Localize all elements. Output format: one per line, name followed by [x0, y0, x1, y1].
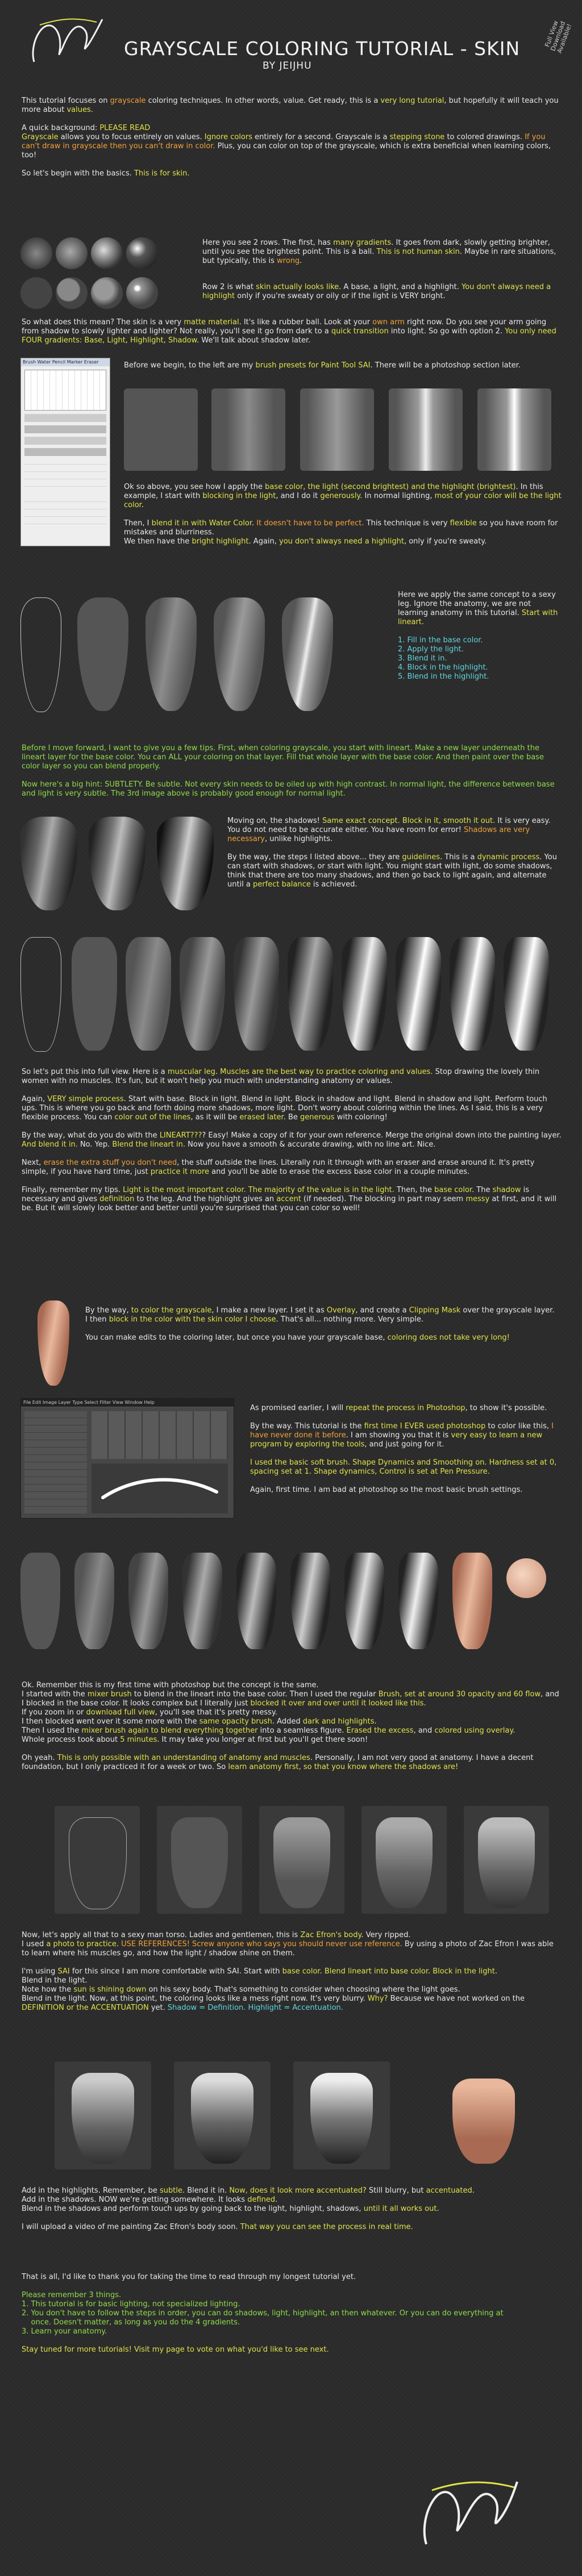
photoshop-intro-text: As promised earlier, I will repeat the process in Photoshop, to show it's possible. [250, 1404, 547, 1412]
color-edit-text: You can make edits to the coloring later, but once you have your grayscale base, coloring does not take very long! [85, 1333, 510, 1342]
fullview-process-text: Again, VERY simple process. Start with base. Block in light. Blend in light. Block in shadow and light. Blend in shadow and light. Perform touch ups. This is where you go back and forth doing more shadows, more light. Don't worry about coloring within the lines. As I said, this is a very flexible process. You can color out of the lines, as it will be erased later. Be generous with coloring! [22, 1095, 547, 1122]
photoshop-basic-brush-text: Again, first time. I am bad at photoshop so the most basic brush settings. [250, 1486, 523, 1494]
shadow-figures [20, 817, 214, 913]
color-overlay-text: By the way, to color the grayscale, I make a new layer. I set it as Overlay, and create a Clipping Mask over the grayscale layer. I then block in the color with the skin color I choose. That's all... nothing more. Very simple. [85, 1306, 555, 1324]
grayscale-paragraph: Grayscale allows you to focus entirely on values. Ignore colors entirely for a second. Grayscale is a stepping stone to colored drawings. If you can't draw in grayscale then you can't draw in color. Plus, you can color on top of the grayscale, which is extra beneficial when learning colors, too! [22, 133, 551, 160]
leg-step: 3. Blend it in. [398, 654, 447, 663]
meaning-paragraph: So what does this mean? The skin is a very matte material. It's like a rubber ball. Look at your own arm right now. Do you see your arm going from shadow to slowly lighter and lighter? Not really, you'll see it go from dark to a quick transition into light. So go with option 2. You only need FOUR gradients: Base, Light, Highlight, Shadow. We'll talk about shadow later. [22, 318, 556, 345]
list-item: 2. You don't have to follow the steps in order, you can do shadows, light, highlight, an then whatever. Or you can do everything at [22, 2309, 504, 2318]
remember-blocked-text: I then blocked went over it some more with the same opacity brush. Added dark and highlights. [22, 1717, 377, 1726]
sai-panel-header: Brush Water Pencil Marker Eraser [21, 358, 110, 366]
gradient-ball-row [20, 237, 191, 271]
torso-blurry-text: Blend in the light. Now, at this point, the coloring looks like a mess right now. It's very blurry. Why? Because we have not worked on the DEFINITION or the ACCENTUATION yet. Shadow = Definition. Highlight = Accentuation. [22, 1994, 525, 2012]
shadows-defined-text: Add in the shadows. NOW we're getting somewhere. It looks defined. [22, 2196, 278, 2204]
remember-intro-text: Ok. Remember this is my first time with photoshop but the concept is the same. [22, 1681, 319, 1690]
remember-list [22, 2300, 562, 2336]
skin-ball-row [20, 277, 191, 311]
fullview-lineart-text: By the way, what do you do with the LINEART???? Easy! Make a copy of it for your own reference. Merge the original down into the painting layer. And blend it in. No. Yep. Blend the lineart in. Now you have a smooth & accurate drawing, with no line art. Nice. [22, 1131, 562, 1149]
leg-steps-figures [20, 592, 373, 717]
fullview-intro-text: So let's put this into full view. Here is a muscular leg. Muscles are the best way to practice coloring and values. Stop drawing the lovely thin women with no muscles. It's fun, but it won't help you much with understanding anatomy or values. [22, 1068, 540, 1085]
sai-then-text: Then, I blend it in with Water Color. It doesn't have to be perfect. This technique is very flexible so you have room for mistakes and blurriness. [124, 519, 558, 537]
list-item: 1. This tutorial is for basic lighting, not specialized lighting. [22, 2300, 240, 2309]
leg-steps-list [398, 636, 563, 681]
begin-paragraph: So let's begin with the basics. This is for skin. [22, 169, 190, 178]
page-title: GRAYSCALE COLORING TUTORIAL - SKIN [124, 37, 521, 60]
leg-step: 4. Block in the highlight. [398, 663, 488, 672]
torso-intro-text: Now, let's apply all that to a sexy man torso. Ladies and gentlemen, this is Zac Efron's body. Very ripped. [22, 1931, 411, 1939]
thanks-text: That is all, I'd like to thank you for taking the time to read through my longest tutorial yet. [22, 2273, 356, 2281]
shadows-intro-text: Moving on, the shadows! Same exact concept. Block in it, smooth it out. It is very easy. You do not need to be accurate either. You have room for error! Shadows are very necessary, unlike highlights. [227, 817, 551, 843]
quick-background: A quick background: PLEASE READ [22, 124, 151, 132]
row-one-text: Here you see 2 rows. The first, has many gradients. It goes from dark, slowly getting brighter, until you see the brightest point. This is a ball. This is not human skin. Maybe in rare situations, but typically, this is wrong. [202, 239, 556, 265]
corner-note: Full View Download Available! [543, 19, 573, 55]
fullview-erase-text: Next, erase the extra stuff you don't need, the stuff outside the lines. Literally run it through with an eraser and erase around it. It's pretty simple, if you have hard time, just practice it more and you'll be able to erase the excess base color in a couple minutes. [22, 1159, 535, 1176]
leg-step: 5. Blend in the highlight. [398, 672, 489, 681]
touch-ups-text: Blend in the shadows and perform touch ups by going back to the light, highlight, shadows, until it all works out. [22, 2205, 439, 2213]
torso-row-two [20, 2061, 566, 2175]
photoshop-first-time-text: By the way. This tutorial is the first time I EVER used photoshop to color like this, I have never done it before. I am showing you that it is very easy to learn a new program by exploring the tools, and just going for it. [250, 1422, 554, 1449]
sai-intro-text: Before we begin, to the left are my brush presets for Paint Tool SAI. There will be a photoshop section later. [124, 361, 521, 370]
intro-paragraph: This tutorial focuses on grayscale coloring techniques. In other words, value. Get ready, this is a very long tutorial, but hopefully it will teach you more about values. [22, 97, 559, 114]
sai-ok-text: Ok so above, you see how I apply the base color, the light (second brightest) and the highlight (brightest). In this example, I start with blocking in the light, and I do it generously. In normal lighting, most of your color will be the light color. [124, 483, 562, 509]
remember-zoom-text: If you zoom in or download full view, you'll see that it's pretty messy. [22, 1708, 277, 1717]
tip-subtlety: Now here's a big hint: SUBTLETY. Be subtle. Not every skin needs to be oiled up with high contrast. In normal light, the difference between base and light is very subtle. The 3rd image above is probably good enough for normal light. [22, 780, 555, 798]
stay-tuned-text: Stay tuned for more tutorials! Visit my page to vote on what you'd like to see next. [22, 2345, 329, 2354]
colored-leg-figure [38, 1300, 69, 1386]
byline: BY JEIJHU [263, 60, 312, 72]
row-two-text: Row 2 is what skin actually looks like. A base, a light, and a highlight. You don't always need a highlight only if you're sweaty or oily or if the light is VERY bright. [202, 283, 551, 300]
remember-time-text: Whole process took about 5 minutes. It may take you longer at first but you'll get there soon! [22, 1736, 368, 1744]
tip-lineart: Before I move forward, I want to give you a few tips. First, when coloring grayscale, you start with lineart. Make a new layer underneath the lineart layer for the base color. You can ALL your coloring on that layer. Fill that whole layer with the base color. And then paint over the base color layer so you can blend properly. [22, 744, 544, 771]
torso-sun-text: Note how the sun is shining down on his sexy body. That's something to consider when choosing where the light goes. [22, 1985, 460, 1994]
leg-intro-text: Here we apply the same concept to a sexy leg. Ignore the anatomy, we are not learning anatomy in this tutorial. Start with lineart. [398, 591, 558, 626]
remember-three-text: Please remember 3 things. [22, 2291, 122, 2299]
video-text: I will upload a video of me painting Zac Efron's body soon. That way you can see the process in real time. [22, 2223, 413, 2231]
leg-step: 2. Apply the light. [398, 645, 464, 654]
remember-mixer-text: Then I used the mixer brush again to blend everything together into a seamless figure. Erased the excess, and colored using overlay. [22, 1726, 516, 1735]
torso-sai-text: I'm using SAI for this since I am more comfortable with SAI. Start with base color. Blend lineart into base color. Block in the light. [22, 1967, 497, 1976]
leg-step: 1. Fill in the base color. [398, 636, 483, 645]
torso-reference-text: I used a photo to practice. USE REFERENCES! Screw anyone who says you should never use reference. By using a photo of Zac Efron I was able to learn where his muscles go, and how the light / shadow shine on them. [22, 1940, 554, 1958]
sai-highlight-text: We then have the bright highlight. Again, you don't always need a highlight, only if you're sweaty. [124, 537, 487, 546]
photoshop-menu-bar: File Edit Image Layer Type Select Filter View Window Help [21, 1399, 234, 1407]
torso-blend-text: Blend in the light. [22, 1976, 88, 1985]
shadows-guideline-text: By the way, the steps I listed above... they are guidelines. This is a dynamic process. You can start with shadows, or start with light. You might start with light, do some shadows, think that there are too many shadows, and then go back to light again, and alternate until a perfect balance is achieved. [227, 853, 557, 889]
remember-process-text: I started with the mixer brush to blend in the lineart into the base color. Then I used the regular Brush, set at around 30 opacity and 60 flow, and I blocked in the base color. It looks complex but I literally just blocked it over and over until it looked like this. [22, 1690, 559, 1708]
photoshop-brush-settings-text: I used the basic soft brush. Shape Dynamics and Smoothing on. Hardness set at 0, spacing set at 1. Shape dynamics, Control is set at Pen Pressure. [250, 1458, 557, 1476]
list-item: 3. Learn your anatomy. [22, 2327, 107, 2336]
sai-swatch-row [124, 388, 562, 474]
highlights-text: Add in the highlights. Remember, be subtle. Blend it in. Now, does it look more accentuated? Still blurry, but accentuated. [22, 2186, 475, 2195]
logo-signature [23, 8, 108, 70]
footer-signature [409, 2465, 523, 2556]
photoshop-brush-panel [20, 1398, 234, 1519]
fullview-tips-text: Finally, remember my tips. Light is the most important color. The majority of the value is in the light. Then, the base color. The shadow is necessary and gives definition to the leg. And the highlight gives an accent (if needed). The blocking in part may seem messy at first, and it will be. But it will slowly look better and better until you're surprised that you can color so well! [22, 1186, 557, 1212]
photoshop-leg-strip [20, 1547, 566, 1655]
list-item: once. Doesn't matter, as long as you do the 4 gradients. [22, 2318, 240, 2327]
sai-brush-panel [20, 358, 110, 546]
remember-anatomy-text: Oh yeah. This is only possible with an understanding of anatomy and muscles. Personally, I am not very good at anatomy. I have a decent foundation, but I only practiced it for a week or two. So learn anatomy first, so that you know where the shadows are! [22, 1754, 534, 1771]
torso-row-one [20, 1806, 566, 1920]
muscular-leg-strip [20, 931, 566, 1056]
